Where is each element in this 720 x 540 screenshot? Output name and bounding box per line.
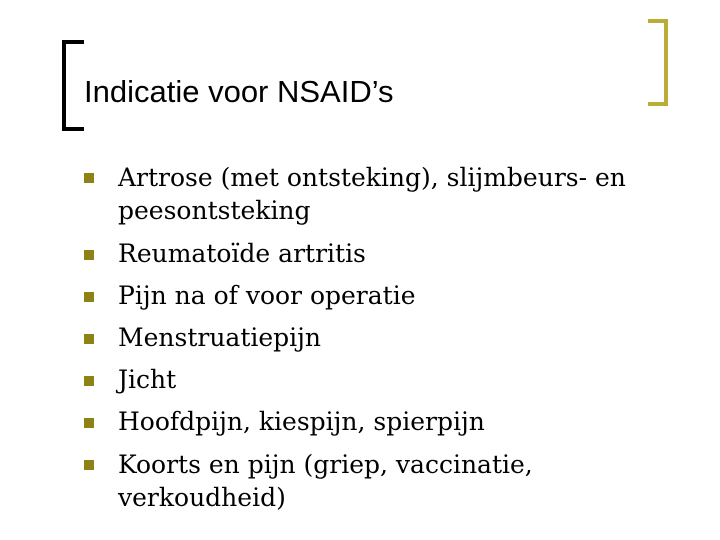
list-item-text: Pijn na of voor operatie (118, 281, 416, 310)
list-item-text: Koorts en pijn (griep, vaccinatie, verkoudheid) (118, 450, 533, 512)
square-bullet-icon (84, 334, 94, 344)
list-item-text: Jicht (118, 365, 177, 394)
list-item-text: Reumatoïde artritis (118, 239, 366, 268)
left-bracket-decoration (62, 40, 84, 131)
bullet-list (84, 161, 684, 525)
square-bullet-icon (84, 460, 94, 470)
list-item (84, 280, 684, 311)
list-item (84, 448, 684, 514)
list-item (84, 161, 684, 227)
square-bullet-icon (84, 292, 94, 302)
square-bullet-icon (84, 418, 94, 428)
square-bullet-icon (84, 173, 94, 183)
list-item (84, 238, 684, 269)
list-item-text: Artrose (met ontsteking), slijmbeurs- en peesontsteking (118, 163, 626, 225)
list-item (84, 364, 684, 395)
list-item-text: Hoofdpijn, kiespijn, spierpijn (118, 407, 485, 436)
square-bullet-icon (84, 250, 94, 260)
square-bullet-icon (84, 376, 94, 386)
right-bracket-decoration (648, 19, 668, 106)
list-item (84, 322, 684, 353)
slide-title: Indicatie voor NSAID’s (84, 74, 394, 109)
list-item (84, 406, 684, 437)
list-item-text: Menstruatiepijn (118, 323, 322, 352)
